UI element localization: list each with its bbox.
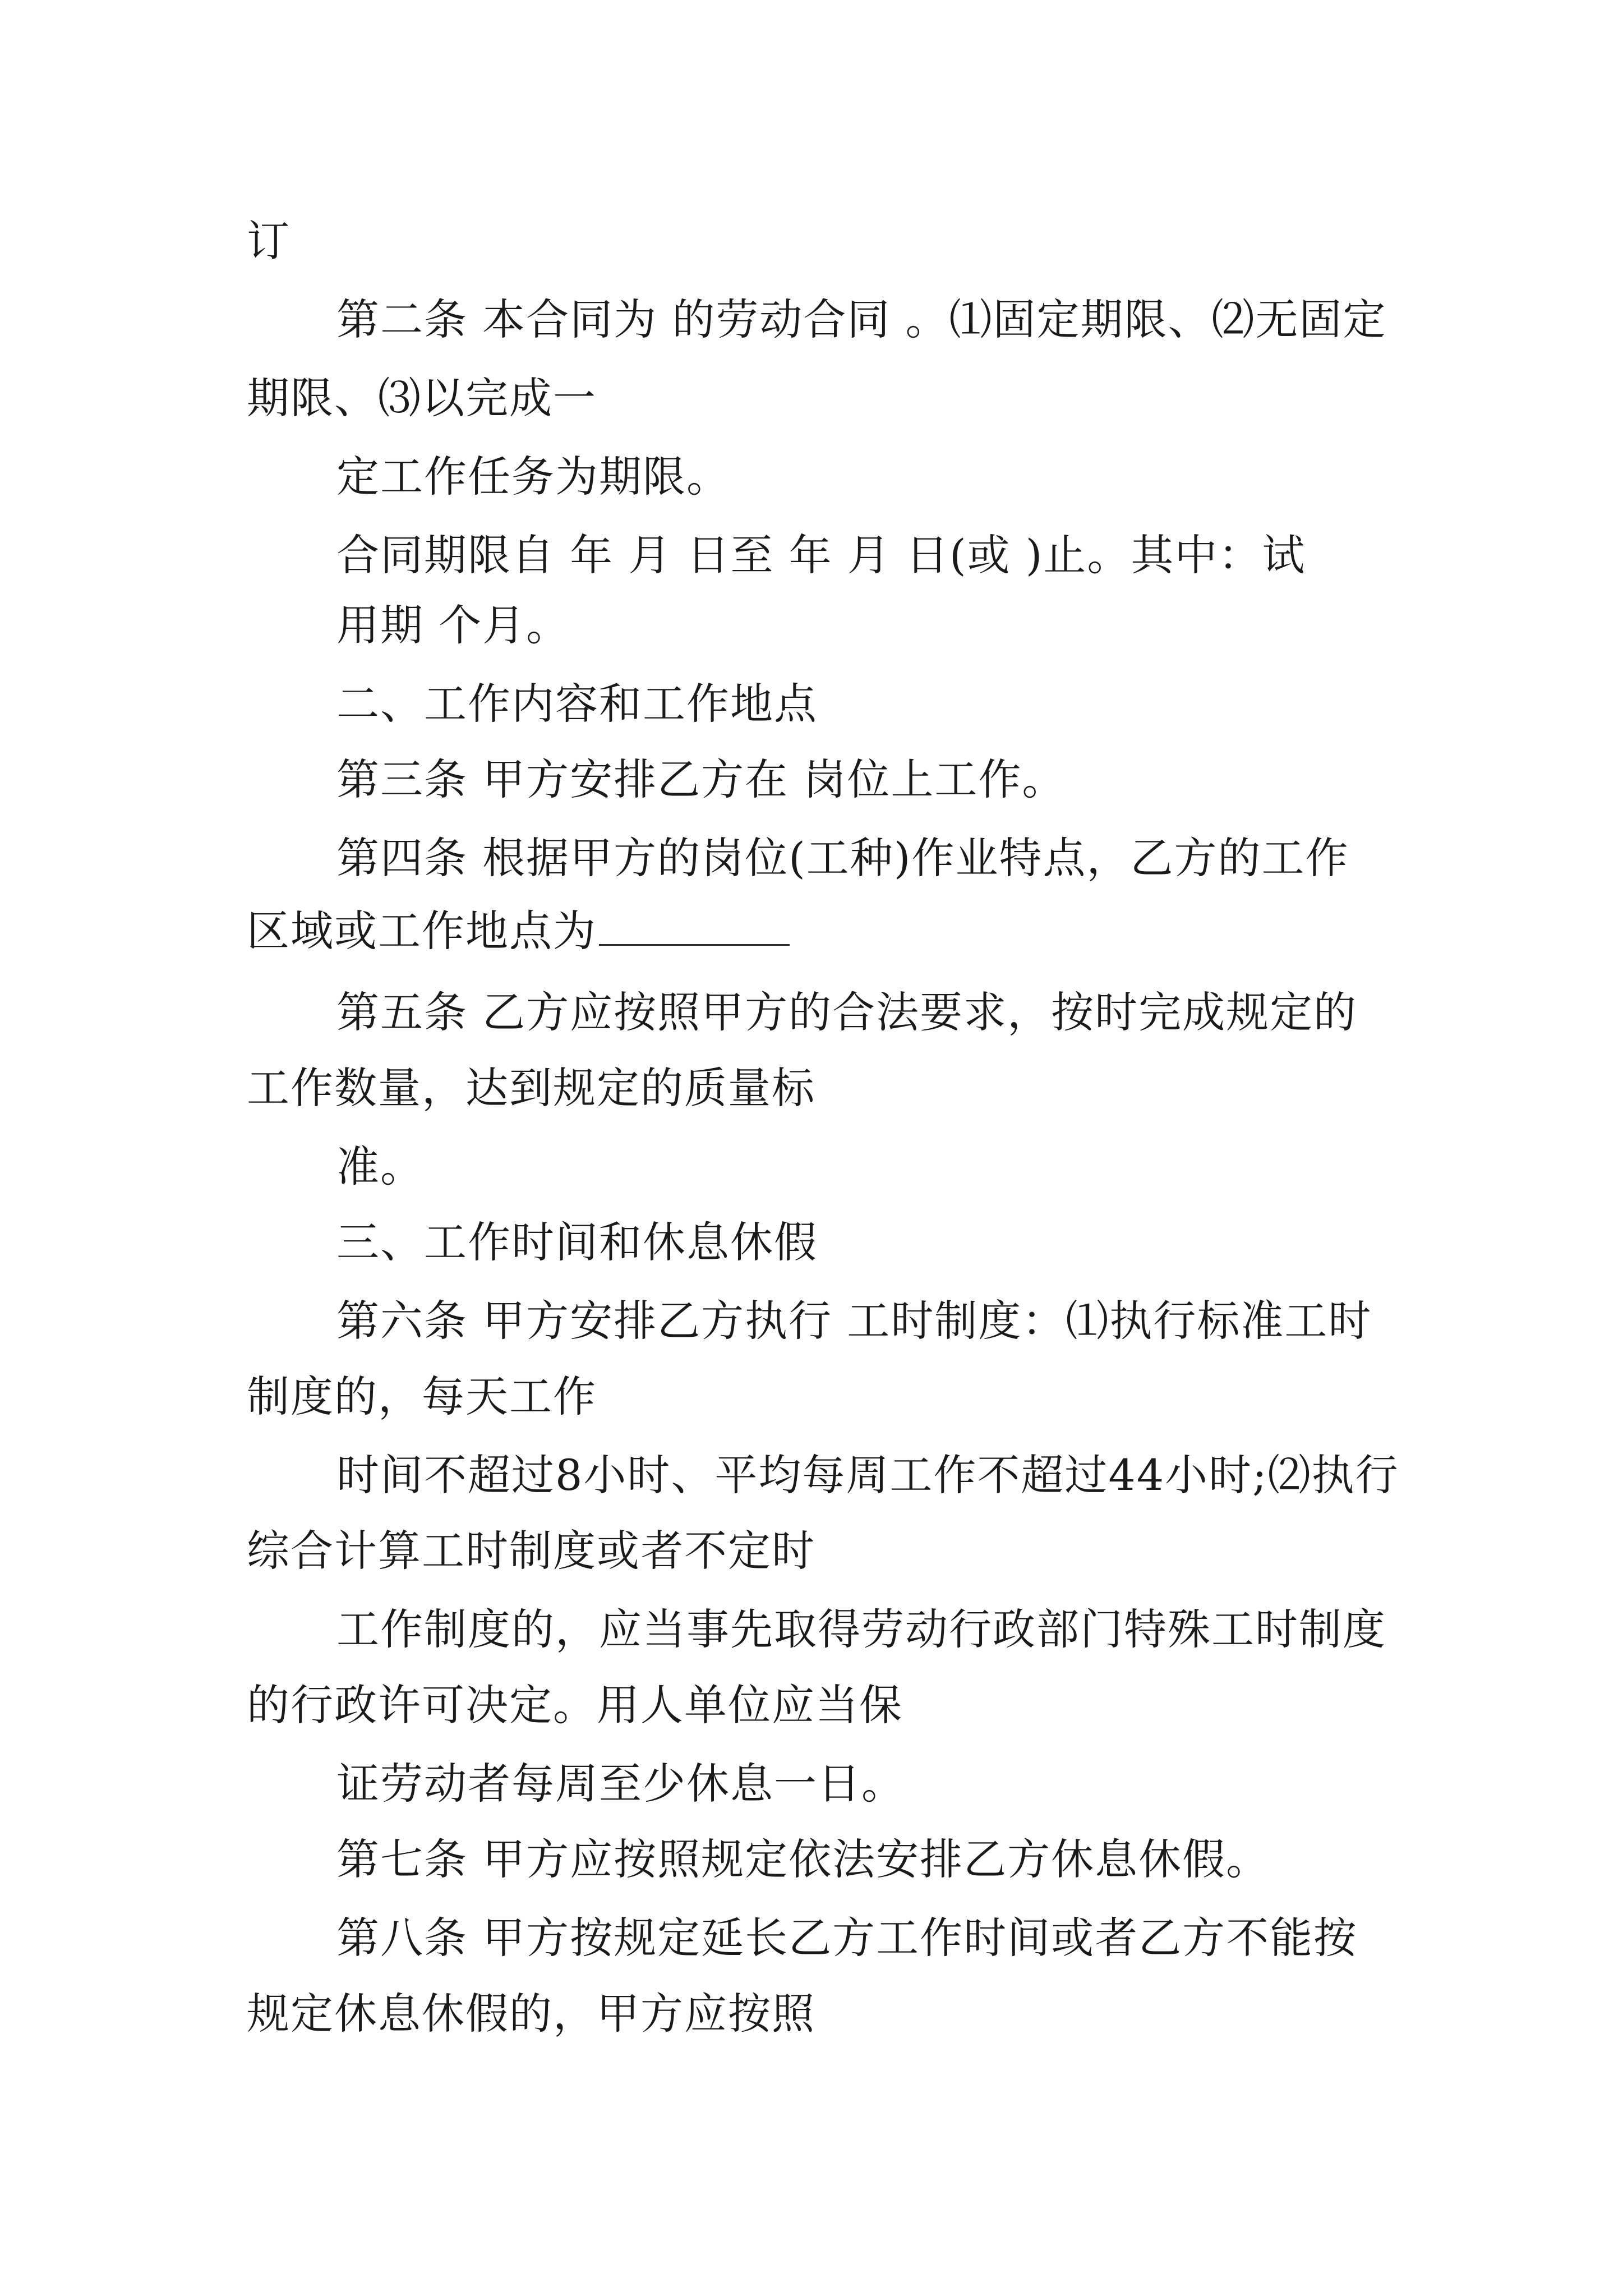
text-line: 第八条 甲方按规定延长乙方工作时间或者乙方不能按 xyxy=(336,1913,1358,1963)
text-line: 第四条 根据甲方的岗位(工种)作业特点，乙方的工作 xyxy=(336,833,1349,883)
text-line: 第三条 甲方安排乙方在 岗位上工作。 xyxy=(336,754,1066,804)
text-line: 订 xyxy=(247,216,291,266)
text-line: 第五条 乙方应按照甲方的合法要求，按时完成规定的 xyxy=(336,987,1358,1037)
text-line: 工作数量，达到规定的质量标 xyxy=(247,1063,815,1113)
text-line-with-blank xyxy=(247,906,790,956)
section-heading: 三、工作时间和休息休假 xyxy=(336,1217,818,1267)
text-line: 合同期限自 年 月 日至 年 月 日(或 )止。其中：试 xyxy=(336,530,1306,580)
text-line: 第七条 甲方应按照规定依法安排乙方休息休假。 xyxy=(336,1834,1270,1884)
text-line: 期限、⑶以完成一 xyxy=(247,373,597,423)
text-line: 用期 个月。 xyxy=(336,600,570,650)
text-line: 准。 xyxy=(336,1142,424,1191)
fill-in-blank xyxy=(599,908,790,946)
text-line: 区域或工作地点为 xyxy=(247,906,597,956)
text-line: 综合计算工时制度或者不定时 xyxy=(247,1526,815,1576)
text-line: 时间不超过8小时、平均每周工作不超过44小时;⑵执行 xyxy=(336,1450,1399,1500)
text-line: 第二条 本合同为 的劳动合同 。⑴固定期限、⑵无固定 xyxy=(336,295,1387,344)
section-heading: 二、工作内容和工作地点 xyxy=(336,679,818,729)
text-line: 第六条 甲方安排乙方执行 工时制度：⑴执行标准工时 xyxy=(336,1296,1372,1346)
text-line: 规定休息休假的，甲方应按照 xyxy=(247,1989,815,2039)
text-line: 定工作任务为期限。 xyxy=(336,452,730,501)
text-line: 制度的，每天工作 xyxy=(247,1372,597,1421)
text-line: 证劳动者每周至少休息一日。 xyxy=(336,1759,905,1809)
text-line: 工作制度的，应当事先取得劳动行政部门特殊工时制度 xyxy=(336,1604,1386,1654)
text-line: 的行政许可决定。用人单位应当保 xyxy=(247,1680,903,1730)
